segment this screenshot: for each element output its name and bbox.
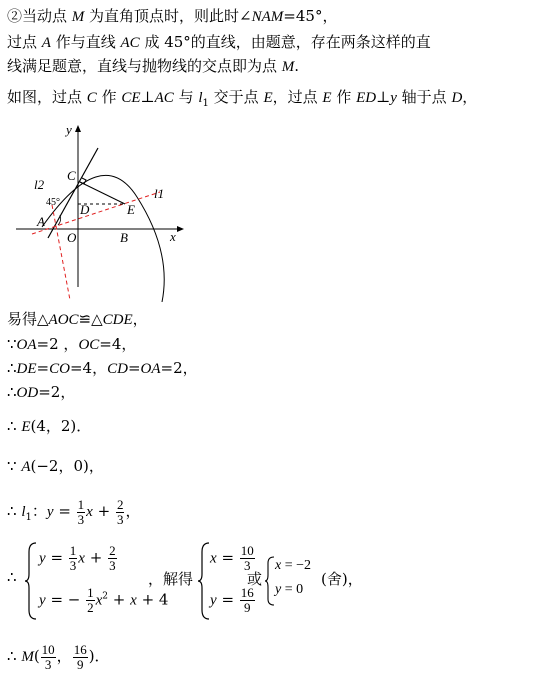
solve-text: ，解得	[148, 570, 194, 588]
label-d: D	[80, 202, 90, 217]
m-x-frac: $\frac{10}{3}$	[41, 641, 55, 672]
system-block: ∴ y = $\frac{1}{3}$ x + $\frac{2}{3}$ y = − $\frac{1}{2}$ $x^2 + x + 4$ ，解得 x = $\frac{10}{3}$ y = $\frac{16}{9}$ 或 x = −2 y = 0 (舍)，	[7, 540, 547, 622]
label-a: A	[37, 214, 45, 229]
y-axis-arrow-icon	[75, 125, 81, 132]
label-l2: l2	[34, 177, 45, 192]
line-7: ∴DE=CO=4，CD=OA=2，	[7, 359, 198, 377]
m-y-frac: $\frac{16}{9}$	[73, 641, 87, 672]
line-3: 线满足题意，直线与抛物线的交点即为点 M.	[7, 57, 300, 75]
parabola	[42, 175, 164, 302]
label-b: B	[120, 230, 128, 245]
or-text: 或	[247, 570, 263, 588]
label-c: C	[67, 168, 76, 183]
label-y: y	[66, 122, 72, 137]
line-13: ∴ M( $\frac{10}{3}$ ， $\frac{16}{9}$ )．	[7, 641, 110, 672]
line-4: 如图，过点 C 作 CE⊥AC 与 $l_1$ 交于点 E，过点 E 作 ED⊥y 轴于点 D，	[7, 88, 478, 109]
sys-eq-1: y = $\frac{1}{3}$ x + $\frac{2}{3}$	[39, 543, 116, 573]
x-axis-arrow-icon	[177, 226, 184, 232]
label-x: x	[170, 229, 176, 244]
reject-text: (舍)，	[321, 570, 363, 588]
line-ac	[48, 148, 98, 238]
line-8: ∴OD=2，	[7, 383, 76, 401]
label-angle: 45°	[46, 197, 60, 208]
l1-frac-1: $\frac{1}{3}$	[77, 496, 85, 527]
sys-eq-2: y = − $\frac{1}{2}$ $x^2 + x + 4$	[39, 585, 169, 615]
line-2: 过点 A 作与直线 AC 成 45°的直线，由题意，存在两条这样的直	[7, 33, 431, 51]
sol2-x: x = −2	[275, 558, 312, 573]
line-11: ∴ $l_1$：y = $\frac{1}{3}$ x + $\frac{2}{3}$ ，	[7, 496, 141, 527]
geometry-figure	[12, 122, 187, 302]
line-10: ∵ A(−2，0)，	[7, 457, 104, 475]
line-ce	[80, 182, 125, 204]
line-9: ∴ E(4，2)．	[7, 417, 92, 435]
sol1-x: x = $\frac{10}{3}$	[210, 543, 254, 573]
label-o: O	[67, 230, 77, 245]
line-5: 易得△AOC≌△CDE，	[7, 310, 148, 328]
l1-frac-2: $\frac{2}{3}$	[116, 496, 124, 527]
sol1-y: y = $\frac{16}{9}$	[210, 585, 254, 615]
label-e: E	[127, 202, 135, 217]
line-1: ②当动点 M 为直角顶点时，则此时∠NAM=45°，	[7, 7, 338, 25]
label-l1: l1	[154, 186, 165, 201]
line-6: ∵OA=2 ，OC=4，	[7, 335, 137, 353]
sol2-y: y = 0	[275, 582, 304, 597]
